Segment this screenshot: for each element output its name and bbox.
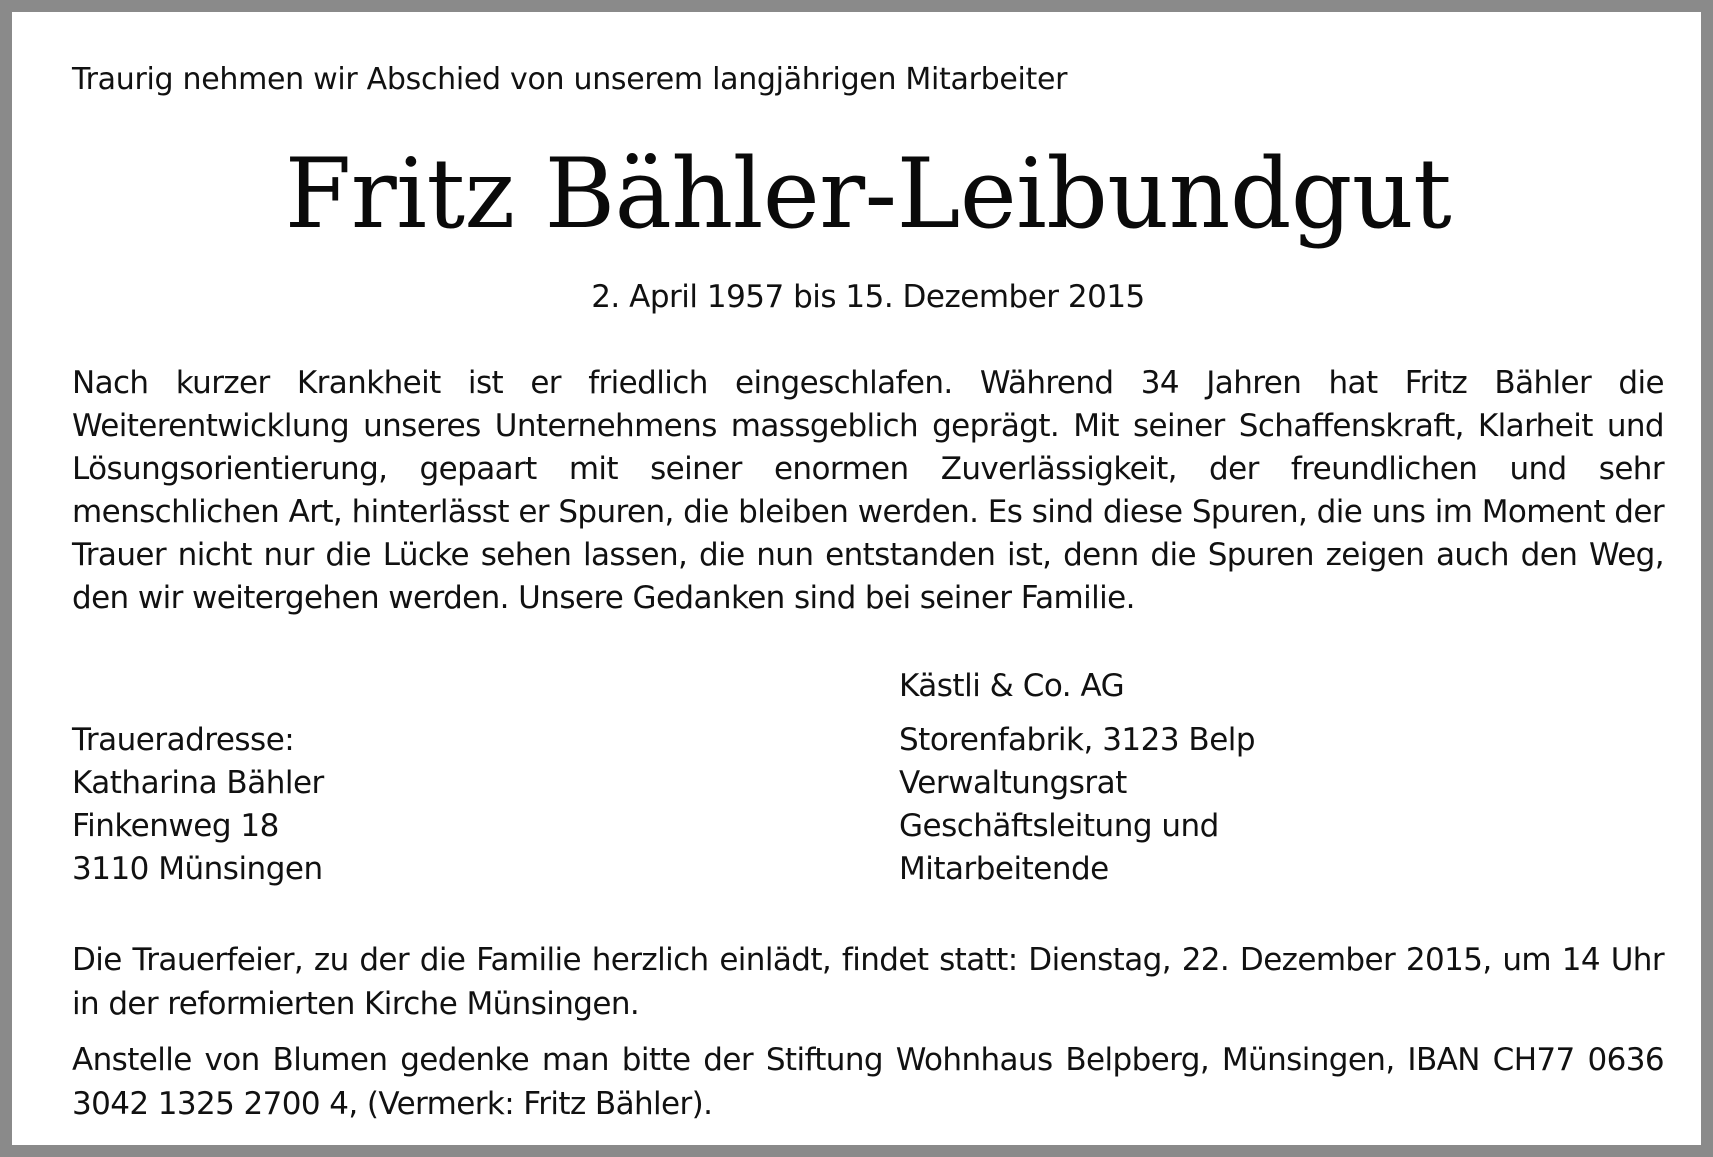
donation-info: Anstelle von Blumen gedenke man bitte der Stiftung Wohnhaus Belpberg, Münsingen, IBAN CH77 0636 3042 1325 2700 4, (Vermerk: Fritz Bähler). (72, 1042, 1664, 1122)
signatory-line: Verwaltungsrat (899, 765, 1127, 801)
deceased-name: Fritz Bähler-Leibundgut (284, 138, 1452, 250)
intro-line: Traurig nehmen wir Abschied von unserem langjährigen Mitarbeiter (72, 62, 1068, 97)
ceremony-info: Die Trauerfeier, zu der die Familie herzlich einlädt, findet statt: Dienstag, 22. Dezember 2015, um 14 Uhr in der reformierten Kirche Münsingen. (72, 942, 1664, 1022)
address-line: 3110 Münsingen (72, 851, 323, 887)
address-line: Katharina Bähler (72, 765, 324, 801)
tribute-paragraph: Nach kurzer Krankheit ist er friedlich eingeschlafen. Während 34 Jahren hat Fritz Bähler die Weiterentwicklung unseres Unternehmens massgeblich geprägt. Mit seiner Schaffenskraft, Klarheit und Lösungsorientierung, gepaart mit seiner enormen Zuverlässigkeit, der freundlichen und sehr menschlichen Art, hinterlässt er Spuren, die bleiben werden. Es sind diese Spuren, die uns im Moment der Trauer nicht nur die Lücke sehen lassen, die nun entstanden ist, denn die Spuren zeigen auch den Weg, den wir weitergehen werden. Unsere Gedanken sind bei seiner Familie. (72, 365, 1664, 616)
signatory-block (899, 665, 1659, 891)
company-name: Kästli & Co. AG (899, 668, 1125, 704)
signatory-line: Mitarbeitende (899, 851, 1109, 887)
mourning-address (72, 719, 772, 891)
signatory-line: Geschäftsleitung und (899, 808, 1219, 844)
signatory-line: Storenfabrik, 3123 Belp (899, 722, 1256, 758)
life-dates: 2. April 1957 bis 15. Dezember 2015 (591, 279, 1145, 315)
address-line: Finkenweg 18 (72, 808, 279, 844)
address-heading: Traueradresse: (72, 722, 295, 758)
